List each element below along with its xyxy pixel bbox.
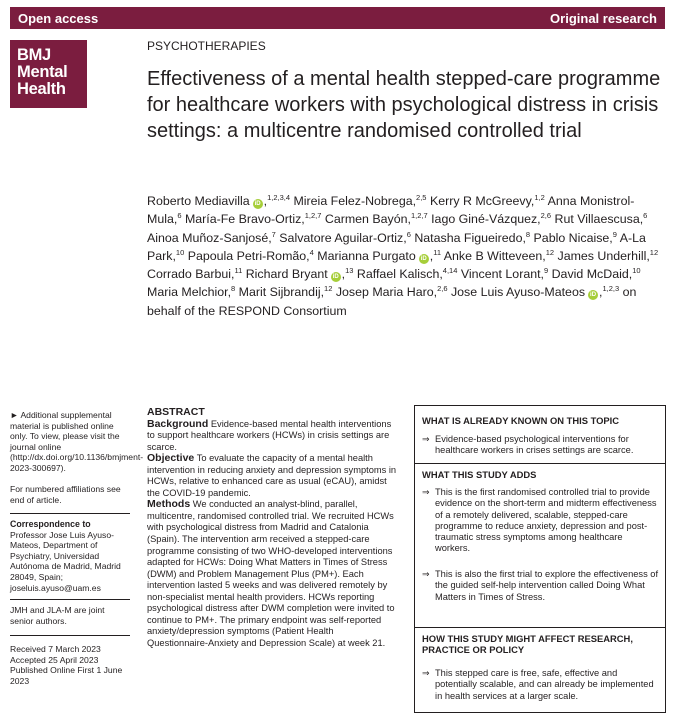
background-text: Evidence-based mental health interventions to support healthcare workers (HCWs) in crisis settings are scarce. xyxy=(147,418,392,452)
affiliation-sup: 1,2,3 xyxy=(602,284,620,294)
methods-label: Methods xyxy=(147,498,191,511)
author-name[interactable]: Rut Villaescusa, xyxy=(554,212,644,227)
list-item xyxy=(422,569,660,603)
consortium-text: on behalf of the RESPOND Consortium xyxy=(147,285,637,318)
orcid-icon[interactable]: iD xyxy=(590,292,597,299)
author-name[interactable]: Maria Melchior, xyxy=(147,285,232,300)
orcid-icon[interactable]: iD xyxy=(420,255,427,262)
abstract-objective xyxy=(147,453,397,499)
separator: , xyxy=(429,248,434,263)
orcid-icon[interactable]: iD xyxy=(332,274,339,281)
affiliation-sup: 12 xyxy=(649,247,659,257)
affiliation-sup: 9 xyxy=(612,229,617,239)
arrow-icon: ⇒ xyxy=(422,434,430,444)
supplemental-text[interactable]: Additional supplemental material is published online only. To view, please visit the journal online (http://dx.doi.org/10.1136/bmjment-2023-300697). xyxy=(10,410,144,473)
objective-text: To evaluate the capacity of a mental health intervention in reducing anxiety and depression symptoms in HCWs, relative to enhanced care as usual (eCAU), amidst the COVID-19 pandemic. xyxy=(147,453,397,498)
list-item xyxy=(422,668,660,702)
affiliation-sup: 9 xyxy=(543,266,549,276)
author-name[interactable]: Natasha Figueiredo, xyxy=(414,230,526,245)
separator: , xyxy=(341,267,346,282)
arrow-icon: ⇒ xyxy=(422,487,430,497)
list-item xyxy=(422,487,660,555)
author-name[interactable]: Papoula Petri-Romão, xyxy=(187,248,310,263)
affiliation-sup: 1,2 xyxy=(534,193,545,202)
arrow-icon: ⇒ xyxy=(422,668,430,678)
key-messages-box xyxy=(414,405,666,713)
author-name[interactable]: Jose Luis Ayuso-Mateos xyxy=(450,285,586,300)
author-name[interactable]: David McDaid, xyxy=(551,267,633,282)
open-access-label: Open access xyxy=(18,10,99,26)
received-date: Received 7 March 2023 xyxy=(10,644,101,654)
divider xyxy=(10,599,130,600)
article-type-label: Original research xyxy=(550,10,657,26)
affiliation-sup: 4 xyxy=(309,247,314,257)
affiliation-sup: 2,6 xyxy=(437,284,448,294)
affiliation-sup: 1,2,7 xyxy=(410,211,428,221)
article-dates xyxy=(10,644,130,686)
affect-item-text: This stepped care is free, safe, effective and potentially scalable, and can already be implemented in health services at a larger scale. xyxy=(435,668,654,701)
correspondence-block xyxy=(10,519,130,593)
affiliation-sup: 7 xyxy=(271,229,276,239)
divider xyxy=(10,635,130,636)
adds-item-text: This is the first randomised controlled trial to provide evidence on the short-term and midterm effectiveness of a remotely delivered, scalable, stepped-care programme to reduce anxiety, depression and post-traumatic stress symptoms among healthcare workers. xyxy=(435,487,657,554)
author-name[interactable]: Raffael Kalisch, xyxy=(356,267,443,282)
affiliation-sup: 6 xyxy=(177,211,182,221)
objective-label: Objective xyxy=(147,452,195,465)
author-name[interactable]: Anna Monistrol-Mula, xyxy=(147,194,635,227)
arrow-icon: ⇒ xyxy=(422,569,430,579)
author-name[interactable]: Mireia Felez-Nobrega, xyxy=(293,194,417,208)
journal-logo xyxy=(10,40,87,108)
author-name[interactable]: Corrado Barbui, xyxy=(147,267,235,282)
affiliation-sup: 2,6 xyxy=(540,211,552,221)
affiliation-sup: 12 xyxy=(545,247,555,257)
accepted-date: Accepted 25 April 2023 xyxy=(10,654,99,665)
affiliation-sup: 2,5 xyxy=(416,193,427,202)
author-list xyxy=(147,192,667,320)
author-name[interactable]: Iago Giné-Vázquez, xyxy=(431,212,541,227)
list-item xyxy=(422,434,660,457)
abstract-heading: ABSTRACT xyxy=(147,406,205,418)
article-title: Effectiveness of a mental health stepped-care programme for healthcare workers with psychological distress in crisis settings: a multicentre randomised controlled trial xyxy=(147,68,661,142)
affiliation-sup: 11 xyxy=(234,266,243,276)
author-name[interactable]: Pablo Nicaise, xyxy=(533,230,613,245)
author-name[interactable]: A-La Park, xyxy=(147,230,646,263)
affiliation-sup: 6 xyxy=(406,229,411,239)
author-name[interactable]: Roberto Mediavilla xyxy=(147,194,250,208)
known-item-text: Evidence-based psychological interventions for healthcare workers in crises settings are scarce. xyxy=(435,434,634,456)
correspondence-heading: Correspondence to xyxy=(10,519,91,529)
affiliation-sup: 6 xyxy=(643,211,648,221)
author-name[interactable]: Anke B Witteveen, xyxy=(443,248,546,263)
correspondence-text[interactable]: Professor Jose Luis Ayuso-Mateos, Department of Psychiatry, Universidad Autónoma de Madrid, Madrid 28049, Spain; joseluis.ayuso@uam.es xyxy=(10,529,121,593)
methods-text: We conducted an analyst-blind, parallel, multicentre, randomised controlled trial. We recruited HCWs with psychological distress from Madrid and Catalonia (Spain). The intervention arm received a stepped-care programme consisting of two WHO-developed interventions adapted for HCWs: Doing What Matters in Times of Stress (DWM) and Problem Management Plus (PM+). Each intervention lasted 5 weeks and was delivered remotely by non-specialist mental health providers. HCWs reporting psychological distress after DWM completion were invited to continue to PM+. The primary endpoint was self-reported anxiety/depression symptoms (Patient Health Questionnaire-Anxiety and Depression Scale) at week 21. xyxy=(147,499,395,648)
abstract-background xyxy=(147,419,397,454)
box-divider xyxy=(415,463,665,464)
abstract xyxy=(147,407,397,649)
adds-heading: WHAT THIS STUDY ADDS xyxy=(422,469,537,480)
affiliation-sup: 1,2,3,4 xyxy=(267,193,291,202)
published-date: Published Online First 1 June 2023 xyxy=(10,665,123,686)
author-name[interactable]: Ainoa Muñoz-Sanjosé, xyxy=(147,230,272,245)
affiliation-sup: 10 xyxy=(632,266,641,276)
author-name[interactable]: Josep Maria Haro, xyxy=(335,285,438,300)
orcid-icon[interactable]: iD xyxy=(254,201,261,207)
logo-line-3: Health xyxy=(17,80,66,98)
joint-authors-note: JMH and JLA-M are joint senior authors. xyxy=(10,605,105,626)
box-divider xyxy=(415,627,665,628)
divider xyxy=(10,513,130,514)
section-label: PSYCHOTHERAPIES xyxy=(147,39,266,53)
abstract-methods xyxy=(147,499,397,649)
header-bar xyxy=(10,7,665,29)
author-name[interactable]: María-Fe Bravo-Ortiz, xyxy=(184,212,305,227)
affiliation-sup: 8 xyxy=(231,284,236,294)
affiliation-sup: 11 xyxy=(433,247,441,257)
logo-line-2: Mental xyxy=(17,63,68,81)
affiliation-sup: 4,14 xyxy=(442,266,458,276)
affiliations-note: For numbered affiliations see end of article. xyxy=(10,484,121,505)
author-name[interactable]: Marianna Purgato xyxy=(317,248,416,263)
affiliation-sup: 8 xyxy=(525,229,531,239)
known-heading: WHAT IS ALREADY KNOWN ON THIS TOPIC xyxy=(422,415,620,426)
affiliation-sup: 12 xyxy=(324,284,333,294)
background-label: Background xyxy=(147,417,209,430)
author-name[interactable]: Vincent Lorant, xyxy=(460,267,544,282)
author-name[interactable]: Kerry R McGreevy, xyxy=(429,194,535,208)
affect-heading: HOW THIS STUDY MIGHT AFFECT RESEARCH, PRACTICE OR POLICY xyxy=(422,633,633,655)
pointer-icon: ► xyxy=(10,410,19,420)
author-name[interactable]: Carmen Bayón, xyxy=(324,212,411,227)
logo-line-1: BMJ xyxy=(17,46,51,64)
affiliation-sup: 13 xyxy=(345,266,354,276)
separator: , xyxy=(263,194,268,208)
affiliation-sup: 10 xyxy=(175,247,185,257)
author-name[interactable]: Richard Bryant xyxy=(245,267,328,282)
author-name[interactable]: Marit Sijbrandij, xyxy=(238,285,325,300)
author-name[interactable]: Salvatore Aguilar-Ortiz, xyxy=(279,230,407,245)
author-name[interactable]: James Underhill, xyxy=(557,248,650,263)
affiliation-sup: 1,2,7 xyxy=(304,211,322,221)
adds-item-text: This is also the first trial to explore the effectiveness of the guided self-help intervention called Doing What Matters in Times of Stress. xyxy=(435,569,659,602)
separator: , xyxy=(599,285,603,300)
supplemental-note xyxy=(10,410,144,474)
